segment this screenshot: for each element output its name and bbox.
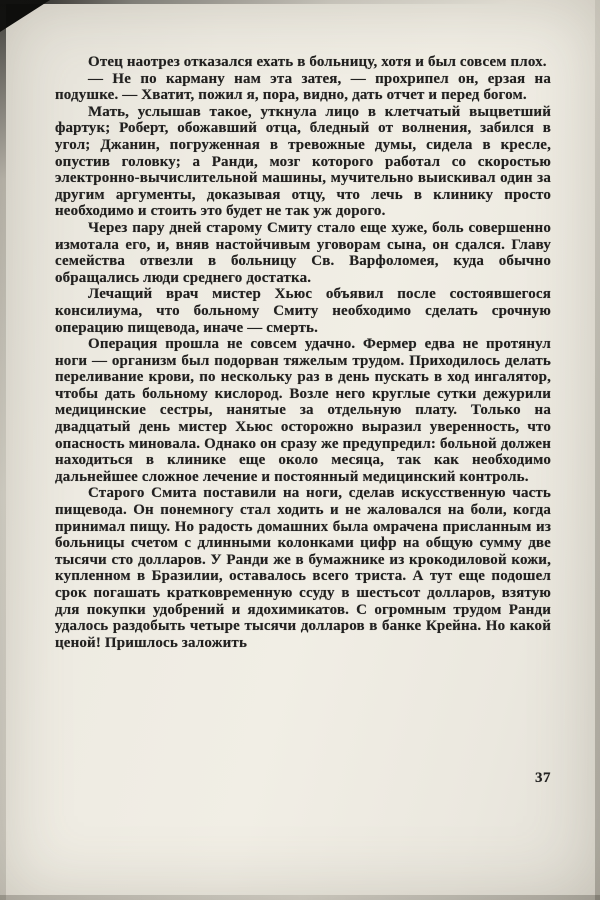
paragraph-5: Лечащий врач мистер Хьюс объявил после состоявшегося консилиума, что больному Смиту необходимо сделать срочную операцию пищевода, иначе — смерть. (55, 286, 551, 336)
scan-edge-top (0, 0, 600, 4)
page-text-block (55, 54, 551, 651)
paragraph-3: Мать, услышав такое, уткнула лицо в клетчатый выцветший фартук; Роберт, обожавший отца, бледный от волнения, забился в угол; Джанин, погруженная в тревожные думы, сидела в кресле, опустив головку; а Ранди, мозг которого работал со скоростью электронно-вычислительной машины, мучительно выискивал один за другим аргументы, доказывая отцу, что лечь в клинику просто необходимо и стоить это будет не так уж дорого. (55, 103, 551, 220)
page-number: 37 (535, 770, 551, 786)
paragraph-7: Старого Смита поставили на ноги, сделав искусственную часть пищевода. Он понемногу стал ходить и не жаловался на боли, когда принимал пищу. Но радость домашних была омрачена присланным из больницы счетом с длинными колонками цифр на общую сумму две тысячи сто долларов. У Ранди же в бумажнике из крокодиловой кожи, купленном в Бразилии, оставалось всего триста. А тут еще подошел срок погашать кратковременную ссуду в шестьсот долларов, взятую для покупки удобрений и ядохимикатов. С огромным трудом Ранди удалось раздобыть четыре тысячи долларов в банке Крейна. Но какой ценой! Пришлось заложить (55, 485, 551, 651)
scan-edge-right (595, 0, 600, 900)
scan-edge-left (0, 0, 6, 900)
scan-corner-artifact (0, 0, 50, 32)
scan-edge-bottom (0, 895, 600, 900)
paragraph-2-dialogue: — Не по карману нам эта затея, — прохрипел он, ерзая на подушке. — Хватит, пожил я, пора, видно, дать отчет и перед богом. (55, 70, 551, 104)
paragraph-1: Отец наотрез отказался ехать в больницу, хотя и был совсем плох. (88, 54, 547, 70)
paragraph-4: Через пару дней старому Смиту стало еще хуже, боль совершенно измотала его, и, вняв настойчивым уговорам сына, он сдался. Главу семейства отвезли в больницу Св. Варфоломея, куда обычно обращались люди среднего достатка. (55, 219, 551, 286)
paragraph-6: Операция прошла не совсем удачно. Фермер едва не протянул ноги — организм был подорван тяжелым трудом. Приходилось делать переливание крови, по нескольку раз в день пускать в ход ингалятор, чтобы дать больному кислород. Возле него круглые сутки дежурили медицинские сестры, нанятые за отдельную плату. Только на двадцатый день мистер Хьюс осторожно выразил уверенность, что опасность миновала. Однако он сразу же предупредил: больной должен находиться в клинике еще около месяца, так как необходимо дальнейшее сложное лечение и постоянный медицинский контроль. (55, 336, 551, 485)
